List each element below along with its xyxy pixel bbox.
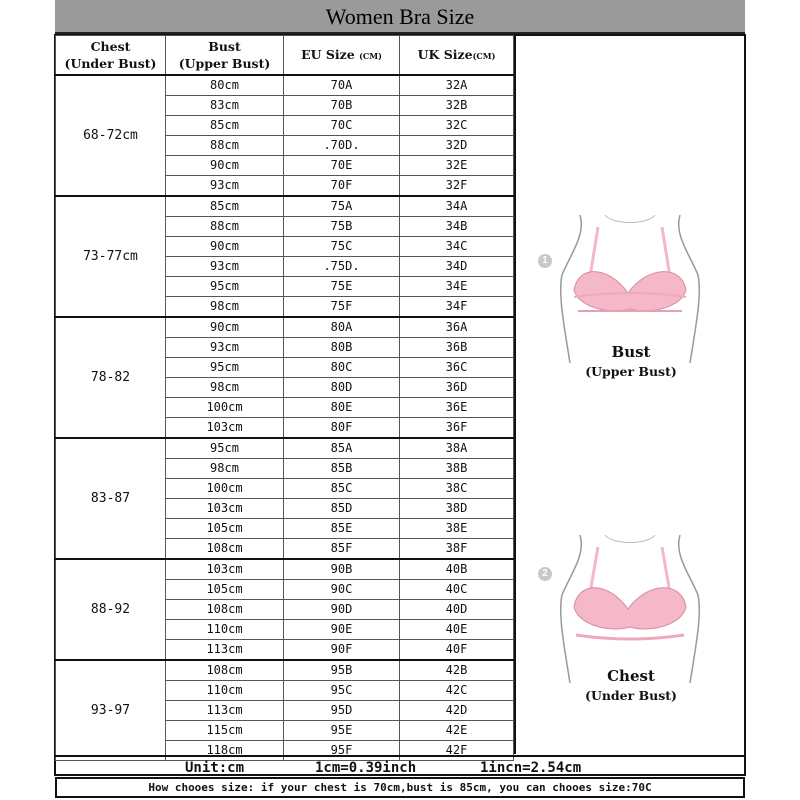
chest-range-cell: 73-77cm	[56, 196, 166, 317]
bust-cell: 103cm	[166, 559, 284, 580]
uk-size-cell: 32F	[400, 176, 514, 197]
bust-cell: 95cm	[166, 438, 284, 459]
eu-size-cell: 95C	[284, 681, 400, 701]
bust-cell: 105cm	[166, 580, 284, 600]
uk-size-cell: 40B	[400, 559, 514, 580]
uk-size-cell: 34F	[400, 297, 514, 318]
cm-to-inch: 1cm=0.39inch	[315, 760, 417, 776]
unit-row	[55, 755, 745, 777]
bust-cell: 80cm	[166, 75, 284, 96]
eu-size-cell: 85D	[284, 499, 400, 519]
eu-size-cell: 75A	[284, 196, 400, 217]
eu-size-cell: 85A	[284, 438, 400, 459]
bust-cell: 95cm	[166, 277, 284, 297]
table-row	[56, 317, 514, 338]
chest-label: Chest	[607, 667, 655, 685]
size-table	[55, 35, 514, 761]
table-row	[56, 660, 514, 681]
table-row	[56, 75, 514, 96]
uk-size-cell: 36D	[400, 378, 514, 398]
uk-size-cell: 32E	[400, 156, 514, 176]
bust-cell: 118cm	[166, 741, 284, 761]
uk-size-cell: 38D	[400, 499, 514, 519]
eu-size-cell: 85C	[284, 479, 400, 499]
uk-size-cell: 36A	[400, 317, 514, 338]
how-to-choose: How chooes size: if your chest is 70cm,bust is 85cm, you can chooes size:70C	[55, 777, 745, 798]
eu-size-cell: 85B	[284, 459, 400, 479]
bust-cell: 85cm	[166, 116, 284, 136]
eu-size-cell: 85F	[284, 539, 400, 560]
bust-cell: 83cm	[166, 96, 284, 116]
bust-cell: 93cm	[166, 257, 284, 277]
bust-cell: 90cm	[166, 317, 284, 338]
bust-cell: 108cm	[166, 600, 284, 620]
bust-cell: 110cm	[166, 681, 284, 701]
uk-size-cell: 38B	[400, 459, 514, 479]
eu-size-cell: 70A	[284, 75, 400, 96]
uk-size-cell: 36B	[400, 338, 514, 358]
eu-size-cell: 70B	[284, 96, 400, 116]
uk-size-cell: 34E	[400, 277, 514, 297]
eu-size-cell: 95E	[284, 721, 400, 741]
eu-size-cell: 95D	[284, 701, 400, 721]
uk-size-cell: 36F	[400, 418, 514, 439]
eu-size-cell: 75C	[284, 237, 400, 257]
eu-size-cell: 80A	[284, 317, 400, 338]
inch-to-cm: 1incn=2.54cm	[480, 760, 582, 776]
uk-size-cell: 34A	[400, 196, 514, 217]
eu-size-cell: 75B	[284, 217, 400, 237]
uk-size-cell: 34D	[400, 257, 514, 277]
table-row	[56, 559, 514, 580]
table-row	[56, 438, 514, 459]
eu-size-cell: 95B	[284, 660, 400, 681]
chest-range-cell: 83-87	[56, 438, 166, 559]
uk-size-cell: 38C	[400, 479, 514, 499]
uk-size-cell: 32B	[400, 96, 514, 116]
bust-cell: 113cm	[166, 701, 284, 721]
uk-size-cell: 42E	[400, 721, 514, 741]
bust-cell: 93cm	[166, 338, 284, 358]
eu-size-cell: .75D.	[284, 257, 400, 277]
unit-label: Unit:cm	[185, 760, 245, 776]
bust-cell: 103cm	[166, 418, 284, 439]
bust-cell: 93cm	[166, 176, 284, 197]
header-uk-size: UK Size(CM)	[400, 36, 514, 76]
bust-cell: 105cm	[166, 519, 284, 539]
eu-size-cell: 80B	[284, 338, 400, 358]
eu-size-cell: 90C	[284, 580, 400, 600]
uk-size-cell: 40C	[400, 580, 514, 600]
bust-cell: 108cm	[166, 539, 284, 560]
uk-size-cell: 32A	[400, 75, 514, 96]
chest-sublabel: (Under Bust)	[585, 688, 677, 703]
bust-cell: 115cm	[166, 721, 284, 741]
bust-sublabel: (Upper Bust)	[585, 364, 677, 379]
bust-cell: 85cm	[166, 196, 284, 217]
eu-size-cell: 70E	[284, 156, 400, 176]
eu-size-cell: 75E	[284, 277, 400, 297]
uk-size-cell: 42B	[400, 660, 514, 681]
uk-size-cell: 40D	[400, 600, 514, 620]
chest-measure-figure	[560, 535, 700, 685]
eu-size-cell: 80F	[284, 418, 400, 439]
size-table-body	[56, 75, 514, 761]
table-row	[56, 196, 514, 217]
uk-size-cell: 38E	[400, 519, 514, 539]
eu-size-cell: 80E	[284, 398, 400, 418]
eu-size-cell: 95F	[284, 741, 400, 761]
bust-label: Bust	[611, 343, 651, 361]
bust-cell: 95cm	[166, 358, 284, 378]
eu-size-cell: 75F	[284, 297, 400, 318]
eu-size-cell: 70C	[284, 116, 400, 136]
uk-size-cell: 32C	[400, 116, 514, 136]
chest-range-cell: 93-97	[56, 660, 166, 761]
bust-cell: 100cm	[166, 479, 284, 499]
bust-cell: 100cm	[166, 398, 284, 418]
eu-size-cell: 80D	[284, 378, 400, 398]
eu-size-cell: 90B	[284, 559, 400, 580]
uk-size-cell: 36C	[400, 358, 514, 378]
uk-size-cell: 34B	[400, 217, 514, 237]
bust-cell: 88cm	[166, 136, 284, 156]
eu-size-cell: 90E	[284, 620, 400, 640]
uk-size-cell: 42D	[400, 701, 514, 721]
uk-size-cell: 38F	[400, 539, 514, 560]
illustration-panel	[514, 35, 744, 754]
bust-label-group	[516, 343, 746, 379]
uk-size-cell: 42F	[400, 741, 514, 761]
bust-cell: 98cm	[166, 297, 284, 318]
header-bust: Bust (Upper Bust)	[166, 36, 284, 76]
uk-size-cell: 42C	[400, 681, 514, 701]
chest-range-cell: 78-82	[56, 317, 166, 438]
eu-size-cell: 90F	[284, 640, 400, 661]
eu-size-cell: 90D	[284, 600, 400, 620]
chest-range-cell: 88-92	[56, 559, 166, 660]
header-eu-size: EU Size (CM)	[284, 36, 400, 76]
bust-cell: 90cm	[166, 237, 284, 257]
uk-size-cell: 38A	[400, 438, 514, 459]
uk-size-cell: 34C	[400, 237, 514, 257]
step-1-icon: 1	[538, 254, 552, 268]
page-title: Women Bra Size	[55, 0, 745, 35]
eu-size-cell: .70D.	[284, 136, 400, 156]
step-2-icon: 2	[538, 567, 552, 581]
bust-cell: 108cm	[166, 660, 284, 681]
eu-size-cell: 85E	[284, 519, 400, 539]
uk-size-cell: 40F	[400, 640, 514, 661]
uk-size-cell: 32D	[400, 136, 514, 156]
eu-size-cell: 70F	[284, 176, 400, 197]
bust-cell: 98cm	[166, 378, 284, 398]
chest-range-cell: 68-72cm	[56, 75, 166, 196]
eu-size-cell: 80C	[284, 358, 400, 378]
bust-cell: 90cm	[166, 156, 284, 176]
header-chest: Chest (Under Bust)	[56, 36, 166, 76]
bust-cell: 88cm	[166, 217, 284, 237]
uk-size-cell: 36E	[400, 398, 514, 418]
bust-cell: 98cm	[166, 459, 284, 479]
chest-label-group	[516, 667, 746, 703]
bust-cell: 110cm	[166, 620, 284, 640]
uk-size-cell: 40E	[400, 620, 514, 640]
bust-cell: 103cm	[166, 499, 284, 519]
bust-cell: 113cm	[166, 640, 284, 661]
